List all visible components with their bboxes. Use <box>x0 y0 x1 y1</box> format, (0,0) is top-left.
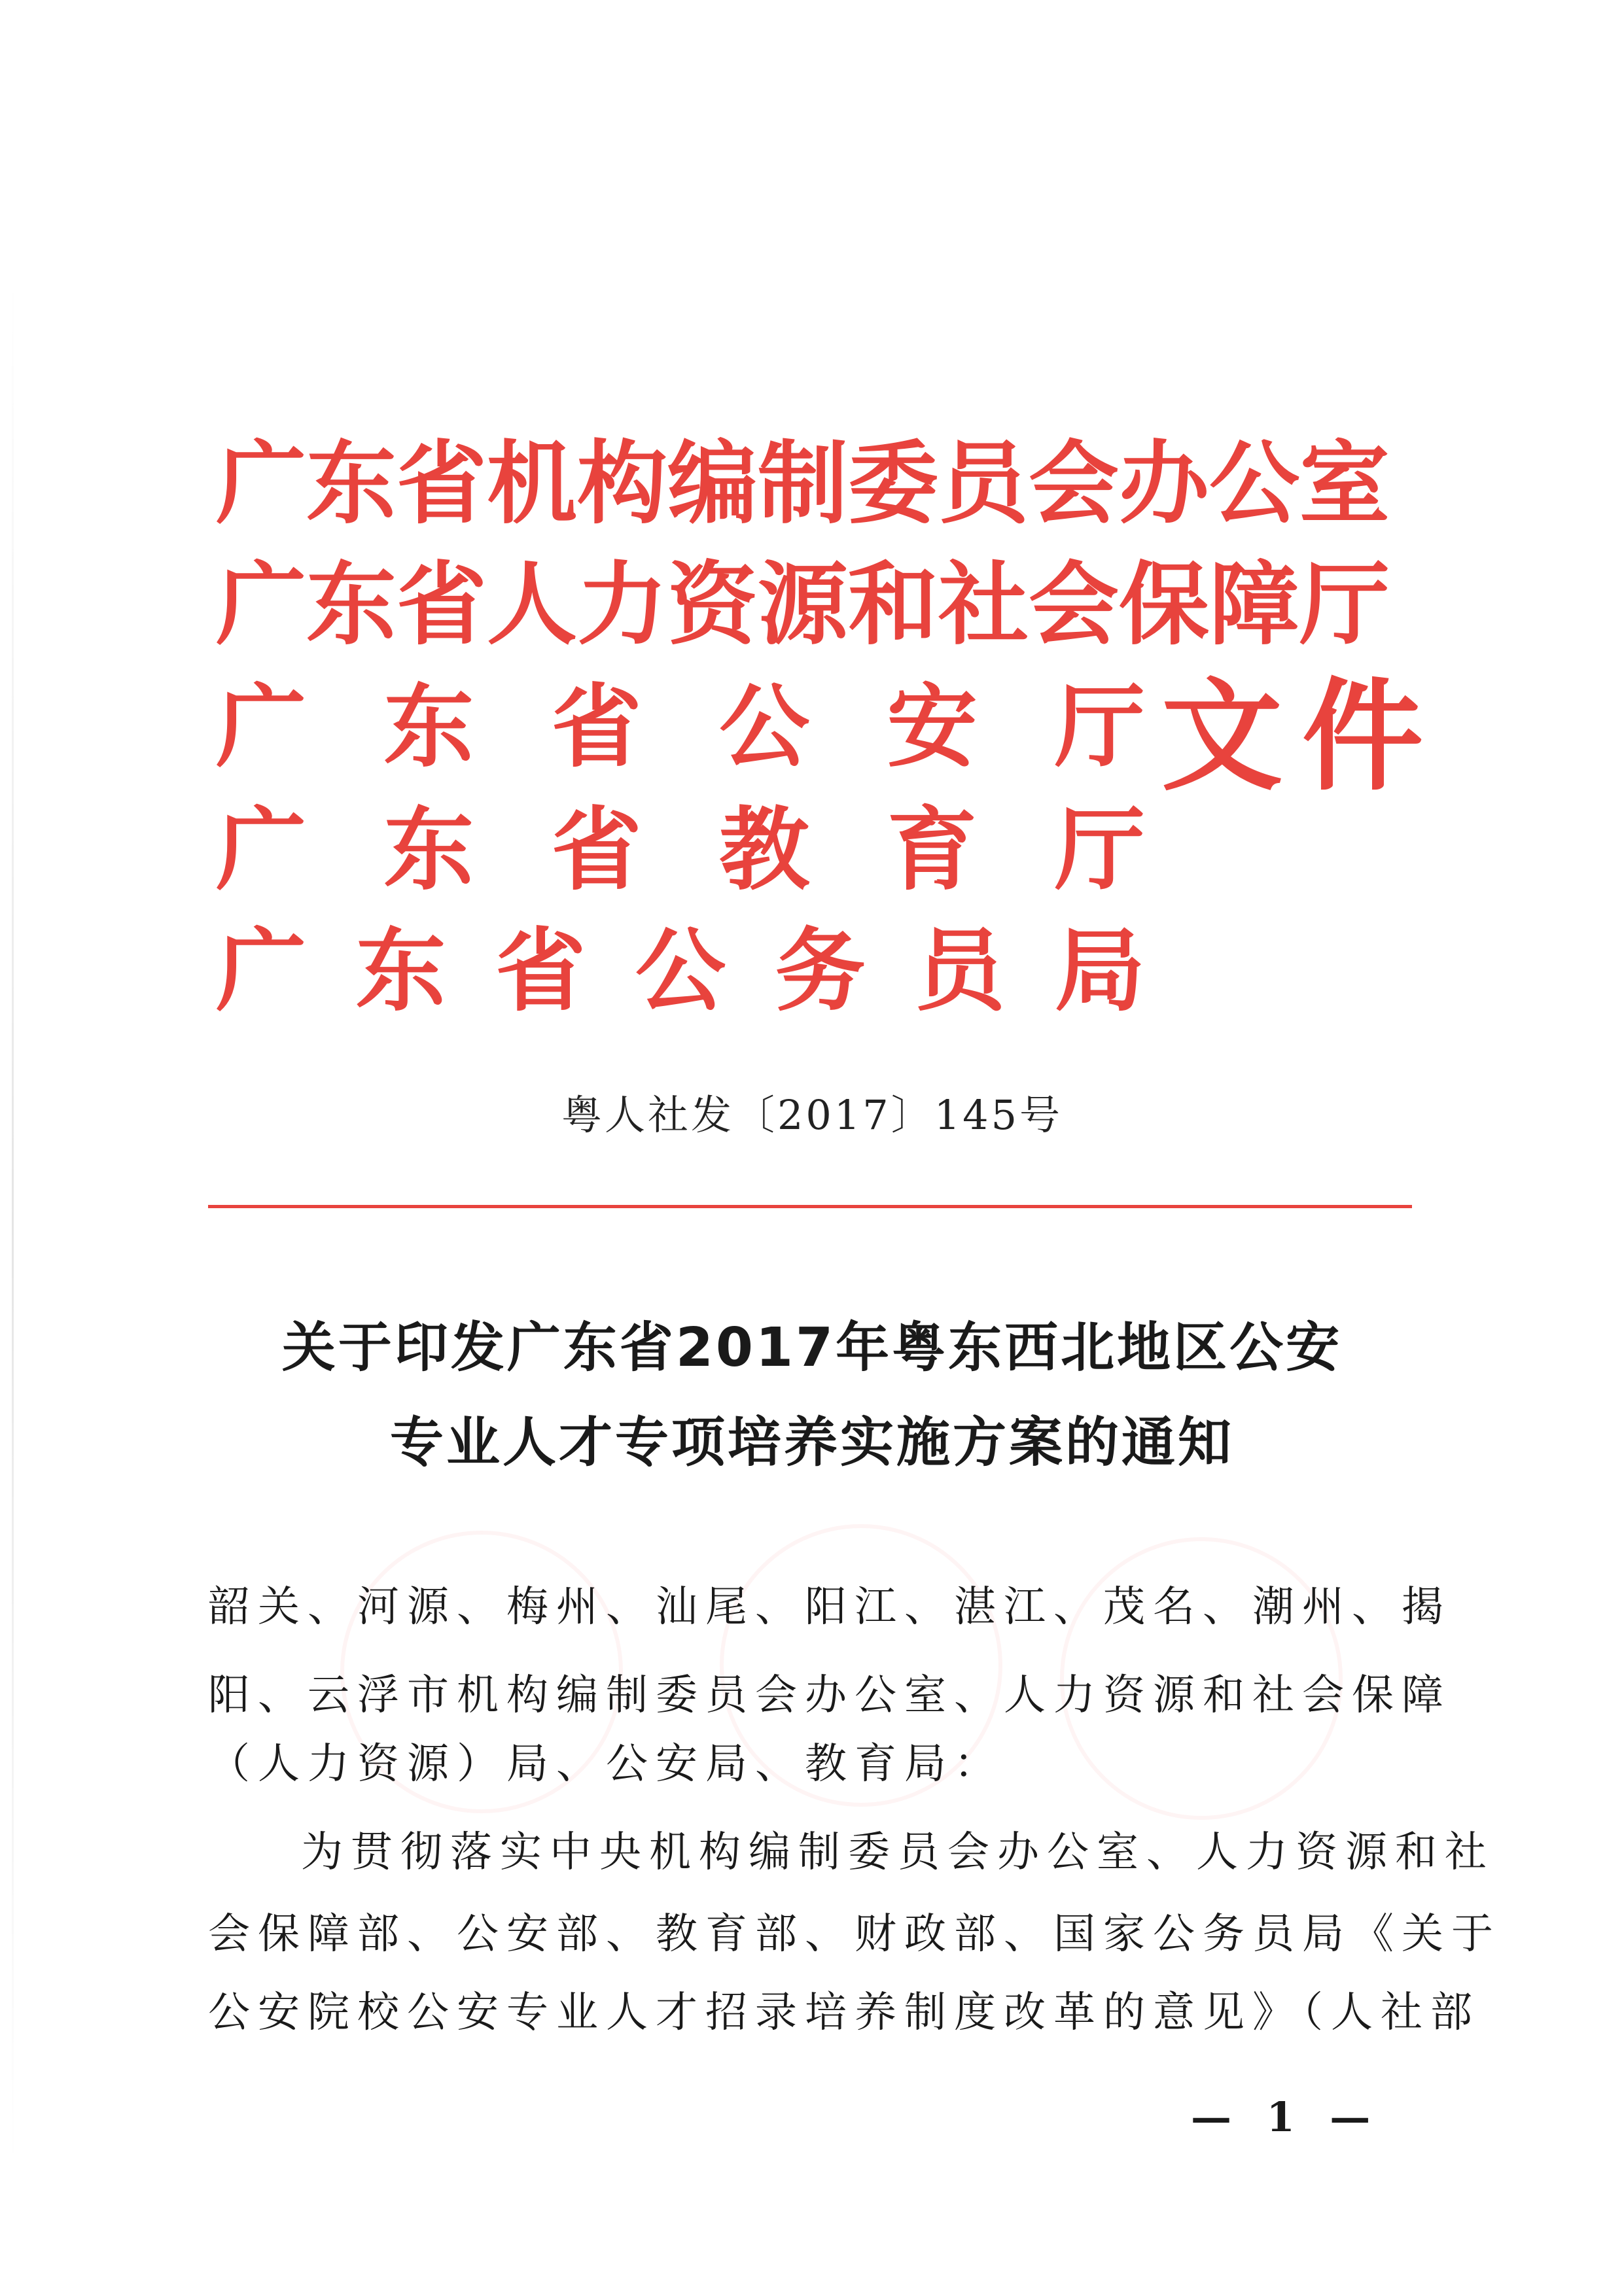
issuer-char: 育 <box>887 797 978 903</box>
issuer-char: 厅 <box>1054 674 1145 780</box>
recipients-line-1: 韶关、河源、梅州、汕尾、阳江、湛江、茂名、潮州、揭 <box>208 1583 1451 1631</box>
issuer-line-2: 广东省人力资源和社会保障厅 <box>216 552 1390 657</box>
issuer-char: 员 <box>915 918 1006 1024</box>
issuer-char: 东 <box>355 918 446 1024</box>
issuer-char: 公 <box>635 918 726 1024</box>
issuer-char: 公 <box>719 674 810 780</box>
issuer-line-3 <box>216 669 1145 786</box>
issuer-char: 广 <box>216 797 307 903</box>
issuer-char: 局 <box>1054 918 1145 1024</box>
issuer-line-5 <box>216 913 1145 1030</box>
recipients-line-2: 阳、云浮市机构编制委员会办公室、人力资源和社会保障 <box>208 1671 1451 1720</box>
scan-edge <box>12 275 14 2172</box>
issuer-char: 东 <box>383 674 474 780</box>
issuer-char: 省 <box>495 918 586 1024</box>
document-title-line-1: 关于印发广东省2017年粤东西北地区公安 <box>281 1317 1343 1379</box>
recipients-line-3: （人力资源）局、公安局、教育局： <box>208 1740 1004 1788</box>
page-number: — 1 — <box>1191 2093 1381 2141</box>
red-divider-line <box>208 1205 1412 1208</box>
issuer-char: 省 <box>551 674 642 780</box>
body-paragraph-line-2: 会保障部、公安部、教育部、财政部、国家公务员局《关于 <box>208 1910 1501 1958</box>
issuer-line-4 <box>216 791 1145 909</box>
red-header <box>216 425 1525 1079</box>
issuer-char: 省 <box>551 797 642 903</box>
issuer-char: 安 <box>887 674 978 780</box>
document-number: 粤人社发〔2017〕145号 <box>561 1091 1063 1139</box>
issuer-char: 务 <box>775 918 866 1024</box>
issuer-char: 东 <box>383 797 474 903</box>
issuer-char: 教 <box>719 797 810 903</box>
issuer-char: 厅 <box>1054 797 1145 903</box>
issuer-char: 广 <box>216 918 307 1024</box>
body-paragraph-line-1: 为贯彻落实中央机构编制委员会办公室、人力资源和社 <box>301 1828 1494 1877</box>
document-word: 文件 <box>1161 666 1443 807</box>
body-paragraph-line-3: 公安院校公安专业人才招录培养制度改革的意见》（人社部 <box>208 1989 1480 2037</box>
document-title-line-2: 专业人才专项培养实施方案的通知 <box>389 1412 1234 1474</box>
issuer-char: 广 <box>216 674 307 780</box>
issuer-line-1: 广东省机构编制委员会办公室 <box>216 431 1390 536</box>
